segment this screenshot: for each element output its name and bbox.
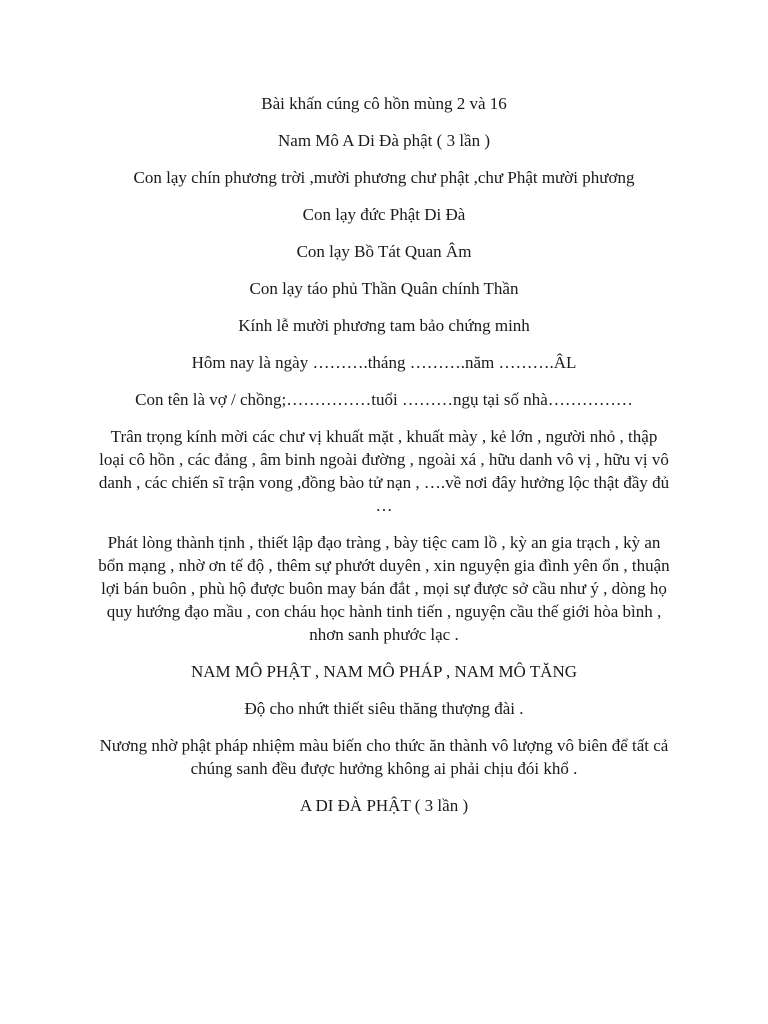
invocation-line: Con lạy táo phủ Thần Quân chính Thần [249,279,519,298]
date-line: Hôm nay là ngày ……….tháng ……….năm ……….ÂL [191,353,577,372]
triple-refuge-line: NAM MÔ PHẬT , NAM MÔ PHÁP , NAM MÔ TĂNG [190,662,577,681]
invocation-line: Nam Mô A Di Đà phật ( 3 lần ) [278,131,490,150]
invocation-line: Con lạy Bồ Tát Quan Âm [296,242,472,261]
document-title: Bài khấn cúng cô hồn mùng 2 và 16 [261,94,507,113]
liberation-line: Độ cho nhứt thiết siêu thăng thượng đài . [244,699,524,718]
name-line: Con tên là vợ / chồng;……………tuổi ………ngụ tại số nhà…………… [135,390,633,409]
invocation-line: Kính lễ mười phương tam bảo chứng minh [238,316,530,335]
invocation-line: Con lạy chín phương trời ,mười phương chư phật ,chư Phật mười phương [133,168,635,187]
wish-paragraph: Phát lòng thành tịnh , thiết lập đạo tràng , bày tiệc cam lồ , kỳ an gia trạch , kỳ an bổn mạng , nhờ ơn tế độ , thêm sự phướt duyên , xin nguyện gia đình yên ổn , thuận lợi bán buôn , phù hộ được buôn may bán đắt , mọi sự được sở cầu như ý , dòng họ quy hướng đạo mầu , con cháu học hành tinh tiến , nguyện cầu thế giới hòa bình , nhơn sanh phước lạc . [98,533,670,644]
invocation-line: Con lạy đức Phật Di Đà [302,205,466,224]
invitation-paragraph: Trân trọng kính mời các chư vị khuất mặt , khuất mày , kẻ lớn , người nhỏ , thập loại cô hồn , các đảng , âm binh ngoài đường , ngoài xá , hữu danh vô vị , hữu vị vô danh , các chiến sĩ trận vong ,đồng bào tử nạn , ….về nơi đây hưởng lộc thật đầy đủ … [98,427,670,515]
closing-line: A DI ĐÀ PHẬT ( 3 lần ) [299,796,469,815]
food-paragraph: Nương nhờ phật pháp nhiệm màu biến cho thức ăn thành vô lượng vô biên để tất cả chúng sanh đều được hưởng không ai phải chịu đói khổ . [99,736,669,778]
document-page [96,92,672,831]
